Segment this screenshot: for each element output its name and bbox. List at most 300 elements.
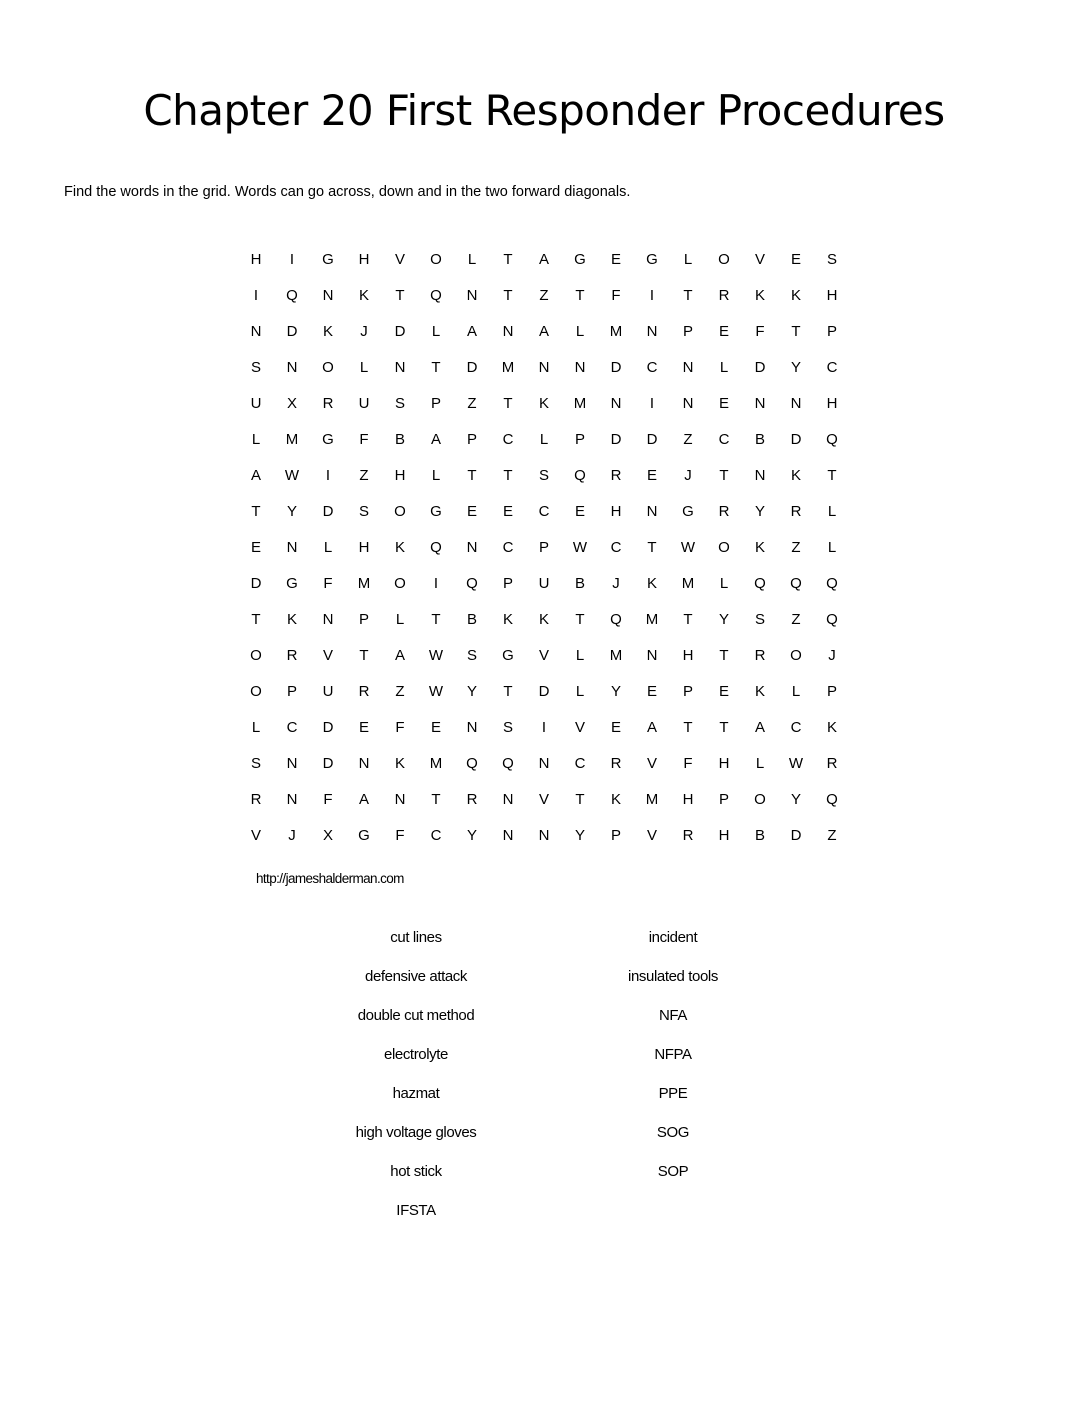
grid-letter: S (250, 358, 261, 376)
grid-letter: S (358, 502, 369, 520)
grid-row (238, 277, 850, 313)
grid-letter: A (394, 646, 405, 664)
grid-letter: X (286, 394, 297, 412)
grid-letter: F (395, 826, 405, 844)
grid-letter: Y (466, 682, 477, 700)
grid-letter: T (503, 466, 513, 484)
grid-letter: C (286, 718, 298, 736)
grid-letter: P (502, 574, 513, 592)
grid-letter: O (754, 790, 766, 808)
grid-letter: N (322, 286, 334, 304)
grid-letter: M (609, 322, 623, 340)
grid-letter: E (718, 682, 729, 700)
grid-letter: R (610, 754, 622, 772)
grid-letter: R (610, 466, 622, 484)
word-list-item: electrolyte (384, 1046, 448, 1063)
grid-letter: V (754, 250, 765, 268)
grid-letter: H (718, 754, 730, 772)
grid-letter: I (433, 574, 439, 592)
grid-letter: D (322, 754, 334, 772)
grid-letter: T (683, 718, 693, 736)
grid-letter: N (538, 826, 550, 844)
grid-letter: F (755, 322, 765, 340)
grid-letter: K (322, 322, 333, 340)
grid-letter: L (575, 682, 585, 700)
grid-letter: B (754, 430, 765, 448)
grid-letter: N (646, 646, 658, 664)
grid-letter: Z (359, 466, 369, 484)
grid-letter: T (251, 502, 261, 520)
grid-letter: J (288, 826, 296, 844)
grid-letter: M (681, 574, 695, 592)
grid-letter: T (575, 610, 585, 628)
grid-letter: A (358, 790, 369, 808)
grid-letter: Z (467, 394, 477, 412)
grid-letter: V (538, 790, 549, 808)
grid-letter: E (430, 718, 441, 736)
grid-letter: V (250, 826, 261, 844)
grid-letter: K (394, 538, 405, 556)
grid-letter: Y (466, 826, 477, 844)
grid-letter: Q (430, 538, 442, 556)
grid-letter: R (682, 826, 694, 844)
grid-letter: L (431, 322, 441, 340)
grid-letter: E (358, 718, 369, 736)
grid-letter: D (322, 502, 334, 520)
grid-letter: G (286, 574, 298, 592)
grid-letter: F (683, 754, 693, 772)
grid-letter: G (574, 250, 586, 268)
grid-letter: N (394, 358, 406, 376)
word-list-item: cut lines (390, 929, 442, 946)
grid-letter: W (284, 466, 300, 484)
grid-letter: H (358, 250, 370, 268)
grid-letter: L (827, 502, 837, 520)
grid-letter: G (682, 502, 694, 520)
grid-letter: L (827, 538, 837, 556)
grid-row (238, 781, 850, 817)
grid-letter: Q (574, 466, 586, 484)
grid-letter: K (646, 574, 657, 592)
grid-letter: M (609, 646, 623, 664)
grid-letter: R (250, 790, 262, 808)
grid-letter: V (394, 250, 405, 268)
grid-letter: Q (790, 574, 802, 592)
grid-letter: C (538, 502, 550, 520)
grid-letter: C (610, 538, 622, 556)
grid-letter: Q (286, 286, 298, 304)
grid-letter: D (322, 718, 334, 736)
grid-letter: O (322, 358, 334, 376)
grid-letter: P (610, 826, 621, 844)
grid-letter: E (718, 322, 729, 340)
grid-letter: I (649, 286, 655, 304)
grid-letter: I (649, 394, 655, 412)
grid-letter: Y (718, 610, 729, 628)
instructions: Find the words in the grid. Words can go across, down and in the two forward diagonals. (64, 184, 631, 200)
grid-letter: N (502, 322, 514, 340)
grid-letter: D (250, 574, 262, 592)
grid-letter: S (754, 610, 765, 628)
grid-letter: N (538, 358, 550, 376)
grid-letter: C (502, 430, 514, 448)
grid-letter: P (682, 322, 693, 340)
grid-letter: P (430, 394, 441, 412)
grid-letter: V (574, 718, 585, 736)
grid-letter: K (502, 610, 513, 628)
grid-letter: I (253, 286, 259, 304)
grid-letter: B (574, 574, 585, 592)
word-list-item: double cut method (357, 1007, 475, 1024)
grid-letter: K (538, 610, 549, 628)
grid-letter: Q (826, 790, 838, 808)
grid-letter: K (826, 718, 837, 736)
grid-letter: D (790, 430, 802, 448)
grid-letter: T (719, 646, 729, 664)
grid-letter: K (754, 538, 765, 556)
grid-letter: B (394, 430, 405, 448)
grid-letter: L (539, 430, 549, 448)
grid-letter: G (322, 430, 334, 448)
grid-letter: G (502, 646, 514, 664)
grid-letter: W (788, 754, 804, 772)
grid-letter: K (358, 286, 369, 304)
grid-letter: N (754, 466, 766, 484)
grid-letter: A (250, 466, 261, 484)
grid-letter: D (610, 358, 622, 376)
grid-letter: P (718, 790, 729, 808)
word-list-item: NFPA (654, 1046, 692, 1063)
grid-letter: L (431, 466, 441, 484)
grid-letter: D (610, 430, 622, 448)
grid-letter: B (466, 610, 477, 628)
grid-letter: Y (754, 502, 765, 520)
word-list-item: high voltage gloves (355, 1124, 477, 1141)
grid-letter: E (250, 538, 261, 556)
grid-row (238, 241, 850, 277)
grid-letter: Q (610, 610, 622, 628)
grid-letter: P (538, 538, 549, 556)
grid-letter: L (359, 358, 369, 376)
grid-letter: N (610, 394, 622, 412)
grid-letter: T (395, 286, 405, 304)
grid-letter: P (826, 322, 837, 340)
grid-letter: C (826, 358, 838, 376)
grid-letter: L (683, 250, 693, 268)
grid-letter: U (322, 682, 334, 700)
grid-letter: S (394, 394, 405, 412)
grid-letter: Q (754, 574, 766, 592)
grid-letter: R (826, 754, 838, 772)
grid-letter: N (466, 718, 478, 736)
grid-letter: E (718, 394, 729, 412)
grid-letter: C (790, 718, 802, 736)
grid-letter: A (430, 430, 441, 448)
grid-letter: S (538, 466, 549, 484)
grid-letter: D (394, 322, 406, 340)
grid-letter: K (538, 394, 549, 412)
grid-letter: P (826, 682, 837, 700)
grid-letter: O (718, 250, 730, 268)
grid-letter: I (289, 250, 295, 268)
grid-letter: Z (791, 610, 801, 628)
grid-letter: L (251, 718, 261, 736)
grid-letter: W (428, 682, 444, 700)
grid-letter: R (466, 790, 478, 808)
grid-letter: A (646, 718, 657, 736)
grid-letter: C (646, 358, 658, 376)
grid-letter: A (754, 718, 765, 736)
grid-letter: D (646, 430, 658, 448)
grid-letter: Z (539, 286, 549, 304)
grid-letter: N (502, 790, 514, 808)
grid-letter: L (791, 682, 801, 700)
grid-letter: T (683, 610, 693, 628)
page-title: Chapter 20 First Responder Procedures (143, 86, 945, 135)
grid-letter: Z (395, 682, 405, 700)
grid-letter: L (755, 754, 765, 772)
grid-letter: T (683, 286, 693, 304)
grid-letter: O (430, 250, 442, 268)
grid-letter: T (503, 286, 513, 304)
grid-letter: N (466, 538, 478, 556)
grid-letter: T (791, 322, 801, 340)
grid-letter: C (502, 538, 514, 556)
grid-letter: N (286, 538, 298, 556)
grid-letter: T (467, 466, 477, 484)
grid-letter: F (323, 574, 333, 592)
grid-letter: D (790, 826, 802, 844)
grid-row (238, 493, 850, 529)
grid-letter: N (286, 790, 298, 808)
grid-letter: N (646, 502, 658, 520)
word-list-item: incident (648, 929, 698, 946)
grid-letter: E (790, 250, 801, 268)
grid-letter: B (754, 826, 765, 844)
grid-letter: L (719, 574, 729, 592)
grid-letter: O (250, 682, 262, 700)
grid-row (238, 349, 850, 385)
grid-letter: N (286, 754, 298, 772)
grid-letter: E (610, 250, 621, 268)
word-list-item: SOP (657, 1163, 689, 1180)
grid-letter: L (251, 430, 261, 448)
grid-letter: T (431, 358, 441, 376)
grid-row (238, 637, 850, 673)
grid-letter: H (610, 502, 622, 520)
grid-letter: V (646, 826, 657, 844)
grid-letter: Q (430, 286, 442, 304)
grid-letter: J (360, 322, 368, 340)
grid-row (238, 817, 850, 853)
grid-letter: E (574, 502, 585, 520)
grid-letter: D (466, 358, 478, 376)
grid-letter: K (394, 754, 405, 772)
grid-letter: P (574, 430, 585, 448)
grid-letter: S (502, 718, 513, 736)
word-list-item: insulated tools (628, 968, 718, 985)
grid-letter: D (286, 322, 298, 340)
grid-letter: Z (683, 430, 693, 448)
grid-letter: D (538, 682, 550, 700)
grid-letter: N (322, 610, 334, 628)
grid-letter: T (431, 790, 441, 808)
grid-letter: Z (827, 826, 837, 844)
word-list-item: IFSTA (396, 1202, 436, 1219)
grid-letter: H (394, 466, 406, 484)
grid-row (238, 745, 850, 781)
grid-letter: N (358, 754, 370, 772)
grid-letter: T (719, 718, 729, 736)
grid-letter: P (358, 610, 369, 628)
grid-letter: O (718, 538, 730, 556)
grid-letter: C (430, 826, 442, 844)
grid-letter: N (682, 394, 694, 412)
grid-letter: R (754, 646, 766, 664)
grid-letter: P (682, 682, 693, 700)
grid-letter: T (503, 394, 513, 412)
grid-letter: G (430, 502, 442, 520)
grid-row (238, 457, 850, 493)
grid-letter: K (610, 790, 621, 808)
grid-letter: M (645, 610, 659, 628)
grid-letter: G (358, 826, 370, 844)
grid-letter: P (466, 430, 477, 448)
grid-letter: Q (466, 754, 478, 772)
grid-letter: K (754, 682, 765, 700)
word-list-item: hazmat (392, 1085, 440, 1102)
grid-letter: W (428, 646, 444, 664)
word-list-item: NFA (659, 1007, 687, 1024)
grid-letter: H (826, 286, 838, 304)
grid-letter: C (718, 430, 730, 448)
grid-letter: S (466, 646, 477, 664)
grid-letter: T (503, 682, 513, 700)
grid-letter: F (359, 430, 369, 448)
grid-letter: K (790, 286, 801, 304)
grid-letter: R (286, 646, 298, 664)
grid-letter: F (395, 718, 405, 736)
grid-letter: I (325, 466, 331, 484)
grid-letter: D (754, 358, 766, 376)
grid-letter: H (250, 250, 262, 268)
grid-letter: Y (574, 826, 585, 844)
grid-letter: N (250, 322, 262, 340)
grid-letter: V (538, 646, 549, 664)
grid-letter: W (680, 538, 696, 556)
source-url: http://jameshalderman.com (256, 871, 404, 886)
grid-letter: N (790, 394, 802, 412)
grid-letter: Y (790, 790, 801, 808)
grid-letter: H (826, 394, 838, 412)
grid-letter: Q (502, 754, 514, 772)
grid-letter: T (719, 466, 729, 484)
grid-letter: N (646, 322, 658, 340)
grid-letter: E (646, 682, 657, 700)
grid-letter: K (754, 286, 765, 304)
grid-letter: R (718, 286, 730, 304)
grid-letter: A (538, 250, 549, 268)
word-list-column-2 (543, 921, 803, 1194)
grid-letter: Y (286, 502, 297, 520)
grid-letter: E (610, 718, 621, 736)
word-list-column-1 (286, 921, 546, 1233)
grid-letter: M (357, 574, 371, 592)
grid-letter: O (250, 646, 262, 664)
grid-letter: A (466, 322, 477, 340)
grid-letter: L (323, 538, 333, 556)
grid-letter: J (612, 574, 620, 592)
grid-letter: A (538, 322, 549, 340)
grid-letter: U (538, 574, 550, 592)
word-list-item: hot stick (390, 1163, 442, 1180)
grid-letter: H (718, 826, 730, 844)
grid-letter: Y (610, 682, 621, 700)
grid-letter: T (503, 250, 513, 268)
grid-letter: T (575, 790, 585, 808)
grid-row (238, 601, 850, 637)
grid-letter: V (646, 754, 657, 772)
grid-letter: N (286, 358, 298, 376)
grid-letter: N (574, 358, 586, 376)
grid-letter: U (358, 394, 370, 412)
grid-letter: N (466, 286, 478, 304)
grid-letter: R (358, 682, 370, 700)
grid-row (238, 385, 850, 421)
grid-letter: E (646, 466, 657, 484)
grid-letter: F (323, 790, 333, 808)
grid-letter: R (790, 502, 802, 520)
grid-letter: O (394, 574, 406, 592)
grid-letter: S (250, 754, 261, 772)
grid-letter: X (322, 826, 333, 844)
grid-letter: T (827, 466, 837, 484)
grid-letter: Y (790, 358, 801, 376)
grid-letter: T (359, 646, 369, 664)
grid-letter: H (682, 790, 694, 808)
grid-letter: E (466, 502, 477, 520)
grid-letter: L (467, 250, 477, 268)
grid-letter: M (429, 754, 443, 772)
word-search-grid (238, 241, 850, 853)
grid-letter: U (250, 394, 262, 412)
grid-letter: S (826, 250, 837, 268)
grid-letter: Z (791, 538, 801, 556)
grid-letter: H (358, 538, 370, 556)
grid-letter: M (573, 394, 587, 412)
grid-letter: J (828, 646, 836, 664)
grid-letter: O (394, 502, 406, 520)
grid-letter: N (394, 790, 406, 808)
grid-letter: H (682, 646, 694, 664)
grid-row (238, 529, 850, 565)
grid-letter: O (790, 646, 802, 664)
grid-letter: N (754, 394, 766, 412)
grid-letter: W (572, 538, 588, 556)
grid-letter: T (251, 610, 261, 628)
word-list-item: PPE (658, 1085, 688, 1102)
word-list-item: defensive attack (365, 968, 467, 985)
grid-letter: F (611, 286, 621, 304)
grid-letter: G (322, 250, 334, 268)
grid-letter: R (322, 394, 334, 412)
grid-letter: N (502, 826, 514, 844)
grid-row (238, 421, 850, 457)
grid-letter: I (541, 718, 547, 736)
grid-letter: J (684, 466, 692, 484)
grid-letter: P (286, 682, 297, 700)
grid-letter: K (790, 466, 801, 484)
